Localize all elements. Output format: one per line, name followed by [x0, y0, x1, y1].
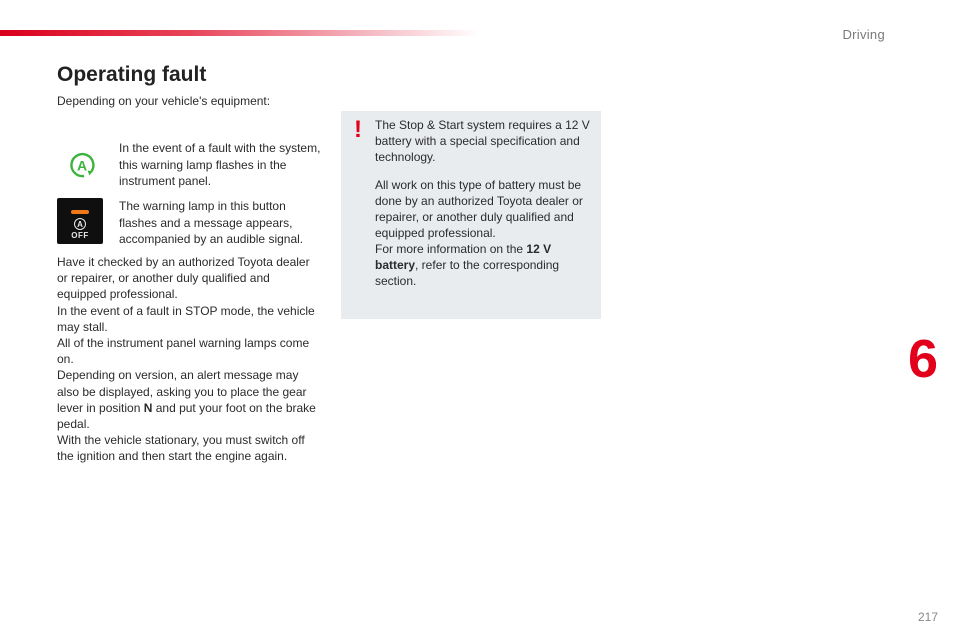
- battery-requirement-text: The Stop & Start system requires a 12 V battery with a special specification and technology.: [375, 118, 590, 164]
- section-label: Driving: [842, 27, 885, 42]
- instruction-p5: With the vehicle stationary, you must switch off the ignition and then start the engine again.: [57, 433, 305, 464]
- off-label: OFF: [71, 231, 89, 240]
- stop-start-off-button-icon: [57, 198, 103, 244]
- battery-service-text: [375, 177, 595, 289]
- instruction-p4-end: and put your foot on the brake pedal.: [57, 400, 316, 432]
- instruction-p3: All of the instrument panel warning lamps come on.: [57, 336, 310, 367]
- auto-stop-start-warning-icon: [57, 140, 103, 186]
- page-title: Operating fault: [57, 63, 207, 86]
- instruction-p1: Have it checked by an authorized Toyota dealer or repairer, or another duly qualified and equipped professional.: [57, 255, 310, 302]
- battery-ref-bold: 12 V battery: [375, 242, 552, 272]
- auto-letter: A: [74, 218, 86, 230]
- off-button-description: The warning lamp in this button flashes and a message appears, accompanied by an audible signal.: [119, 199, 304, 246]
- battery-warning-box: [341, 111, 601, 319]
- chapter-number: 6: [907, 329, 938, 389]
- battery-ref-start: For more information on the: [375, 242, 527, 256]
- header-color-bar: [0, 30, 480, 36]
- svg-text:A: A: [76, 157, 88, 174]
- instruction-p4-start: Depending on version, an alert message may also be displayed, asking you to place the gear lever in position: [57, 368, 307, 415]
- instruction-p2: In the event of a fault in STOP mode, the vehicle may stall.: [57, 303, 315, 334]
- intro-text: Depending on your vehicle's equipment:: [57, 94, 271, 108]
- exclamation-warning-icon: !: [354, 116, 362, 143]
- battery-ref-end: , refer to the corresponding section.: [375, 258, 560, 288]
- battery-service-p1: All work on this type of battery must be done by an authorized Toyota dealer or repairer, or another duly qualified and equipped professional.: [375, 178, 583, 240]
- button-warning-lamp: [71, 210, 89, 214]
- fault-instructions: [57, 254, 322, 465]
- gear-position-n: N: [143, 400, 153, 415]
- page-number: 217: [917, 610, 938, 624]
- warning-lamp-description: In the event of a fault with the system, this warning lamp flashes in the instrument panel.: [119, 141, 321, 188]
